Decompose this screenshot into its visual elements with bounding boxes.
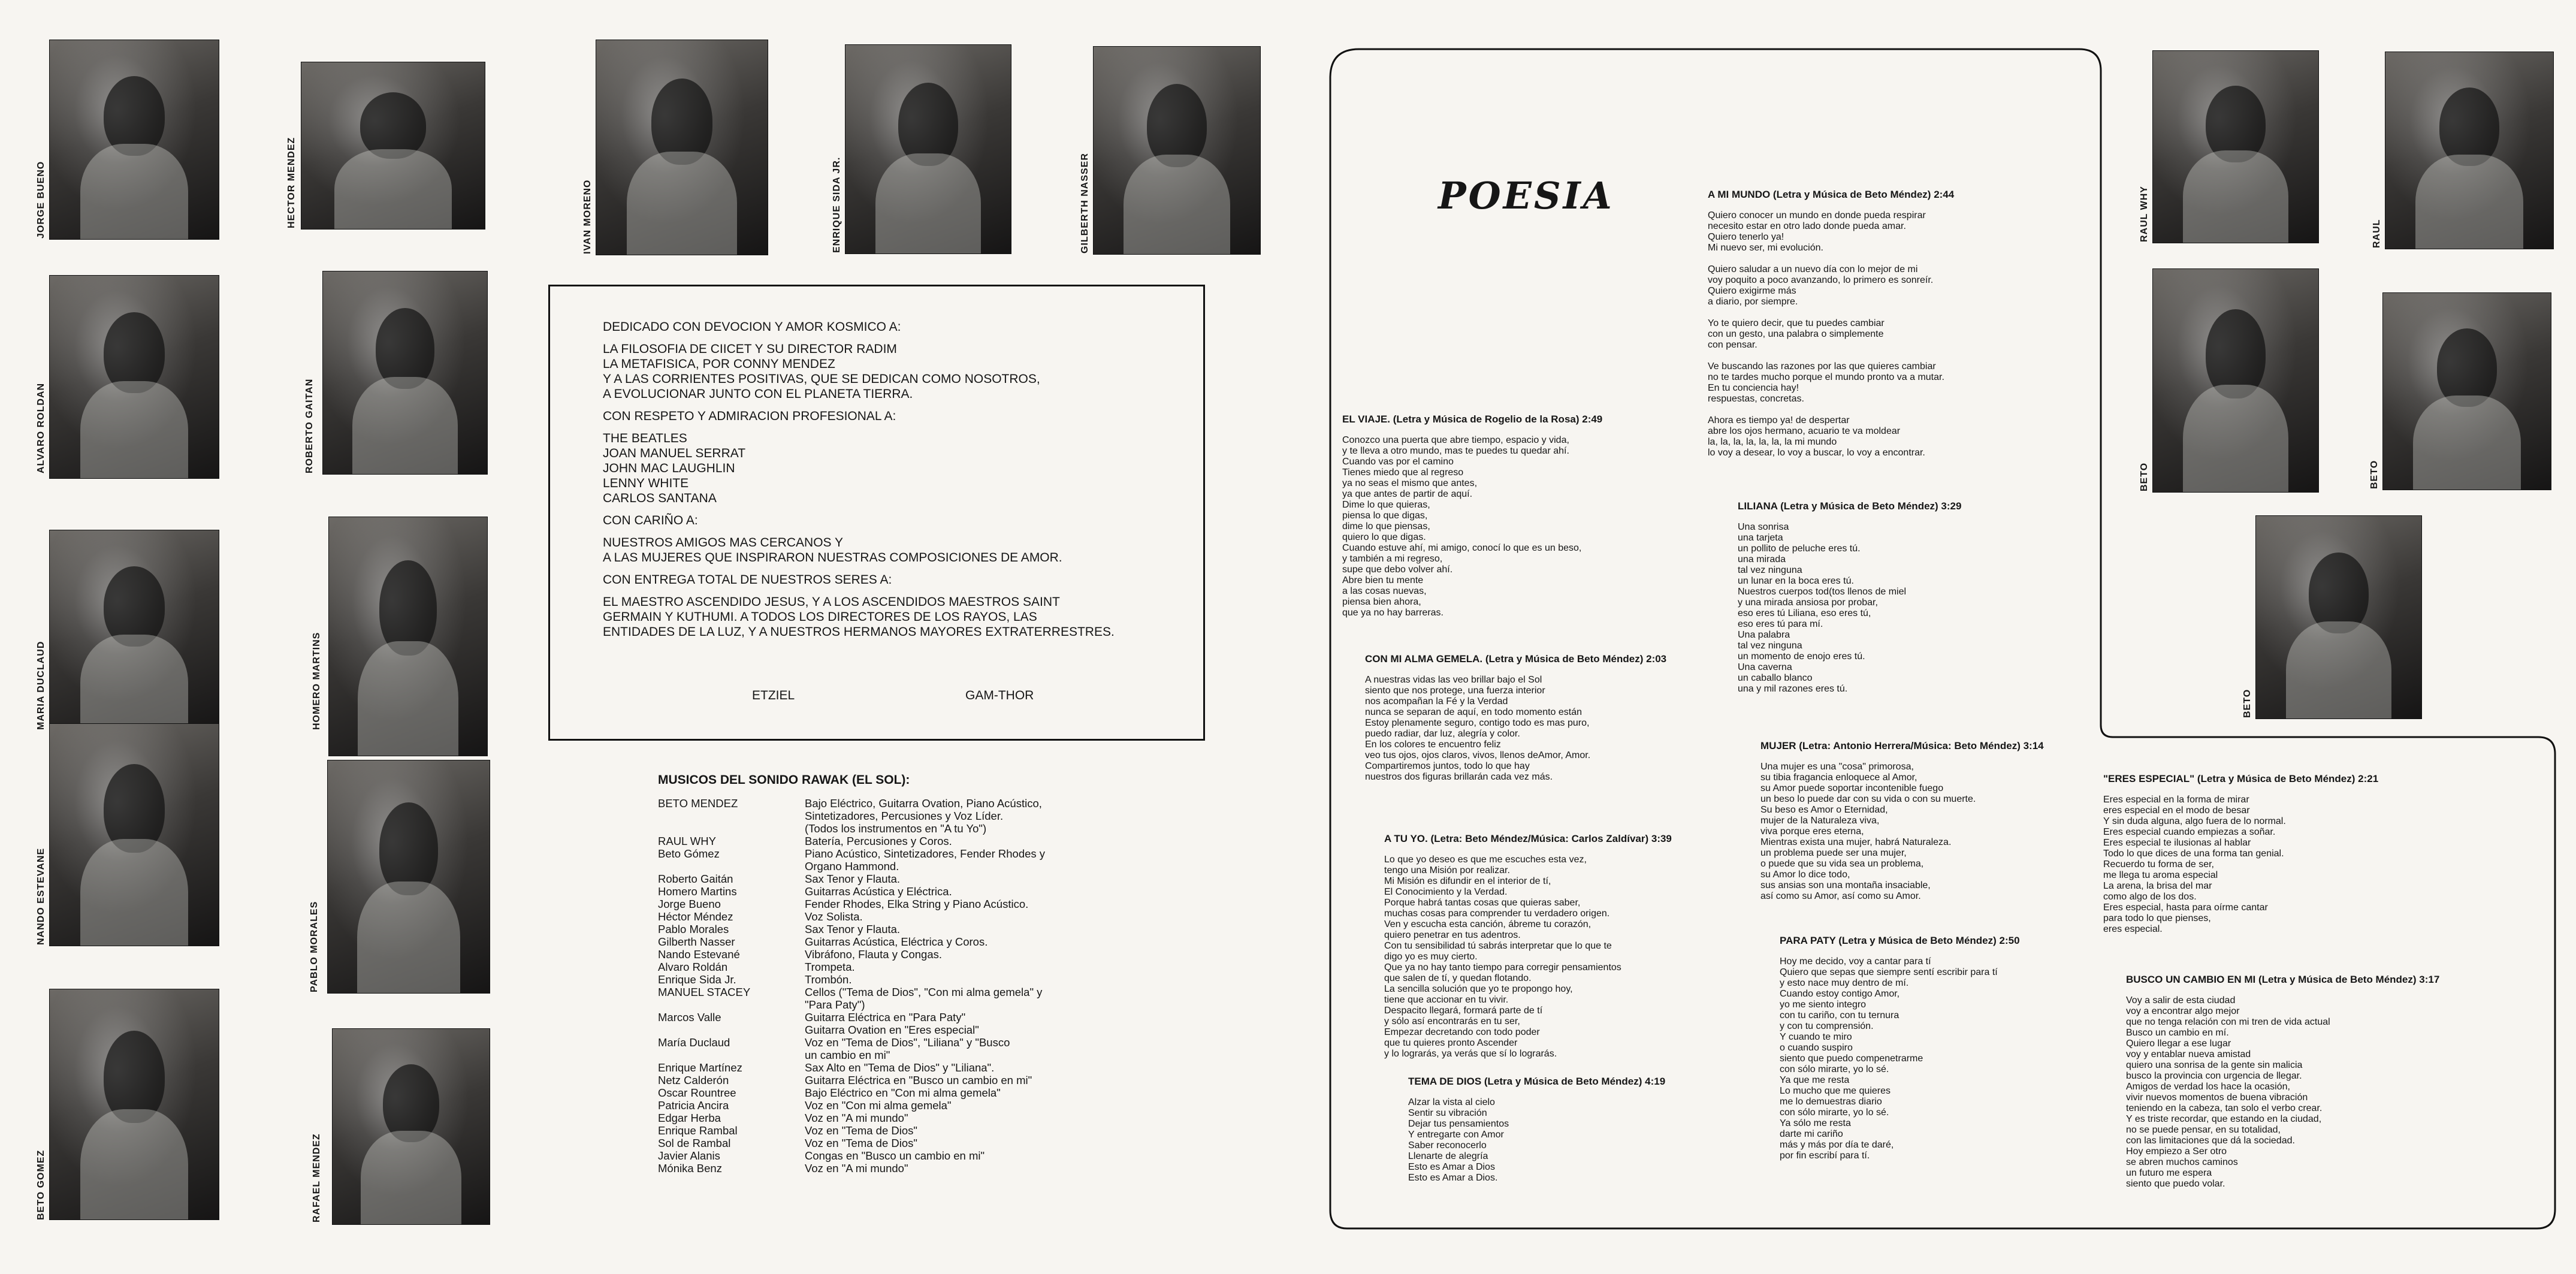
photo-beto-3 <box>2255 515 2422 719</box>
song-title: LILIANA (Letra y Música de Beto Méndez) 3:29 <box>1738 500 1962 512</box>
song-title: PARA PATY (Letra y Música de Beto Méndez) 2:50 <box>1780 935 2020 946</box>
credit-musician-name: Patricia Ancira <box>658 1099 729 1112</box>
credit-musician-name: Jorge Bueno <box>658 898 721 910</box>
signature-gam-thor: GAM-THOR <box>965 689 1034 702</box>
credit-musician-role: Voz Solista. <box>805 910 863 923</box>
credit-musician-name: Pablo Morales <box>658 923 729 935</box>
credit-musician-name: Netz Calderón <box>658 1074 729 1086</box>
photo-label-raul-why: RAUL WHY <box>2139 186 2149 242</box>
song-title: A TU YO. (Letra: Beto Méndez/Música: Carlos Zaldívar) 3:39 <box>1384 833 1672 844</box>
dedication-love-heading: CON CARIÑO A: <box>603 514 698 527</box>
dedication-respect-heading: CON RESPETO Y ADMIRACION PROFESIONAL A: <box>603 409 896 423</box>
song-tema-de-dios <box>1408 1076 1720 1184</box>
credit-musician-role: Voz en "A mi mundo" <box>805 1162 908 1175</box>
credit-musician-name: Marcos Valle <box>658 1011 721 1024</box>
credit-musician-name: Mónika Benz <box>658 1162 722 1175</box>
credit-musician-role: Vibráfono, Flauta y Congas. <box>805 948 942 961</box>
photo-label-nando-estevane: NANDO ESTEVANE <box>36 847 46 945</box>
credit-musician-name: María Duclaud <box>658 1036 730 1049</box>
credit-musician-name: Héctor Méndez <box>658 910 733 923</box>
song-title: A MI MUNDO (Letra y Música de Beto Méndez) 2:44 <box>1708 189 1955 200</box>
song-lyrics: Lo que yo deseo es que me escuches esta vez, tengo una Misión por realizar. Mi Misión es difundir en el interior de tí, El Conocimiento y la Verdad. Porque habrá tantas cosas que quieras saber, muchas cosas para comprender tu verdadero origen. Ven y escucha esta canción, ábreme tu corazón, quiero penetrar en tus adentros. Con tu sensibilidad tú sabrás interpretar que lo que te digo yo es muy cierto. Que ya no hay tanto tiempo para corregir pensamientos que salen de tí, y quedan flotando. La sencilla solución que yo te propongo hoy, tiene que accionar en tu vivir. Despacito llegará, formará parte de tí y sólo así encontrarás en tu ser, Empezar decretando con todo poder que tu quieres pronto Ascender y lo lograrás, ya verás que sí lo lograrás. <box>1384 855 1621 1059</box>
credit-musician-role: Batería, Percusiones y Coros. <box>805 835 952 847</box>
credit-musician-name: RAUL WHY <box>658 835 716 847</box>
credit-musician-role: Cellos ("Tema de Dios", "Con mi alma gemela" y "Para Paty") <box>805 986 1043 1011</box>
credit-musician-name: Nando Estevané <box>658 948 740 961</box>
credit-musician-name: Sol de Rambal <box>658 1137 731 1149</box>
dedication-masters: EL MAESTRO ASCENDIDO JESUS, Y A LOS ASCENDIDOS MAESTROS SAINT GERMAIN Y KUTHUMI. A TODOS LOS DIRECTORES DE LOS RAYOS, LAS ENTIDADES DE LA LUZ, Y A NUESTROS HERMANOS MAYORES EXTRATERRESTRES. <box>603 595 1115 639</box>
credit-musician-role: Voz en "Tema de Dios", "Liliana" y "Busco un cambio en mi" <box>805 1036 1010 1061</box>
credit-musician-name: Enrique Sida Jr. <box>658 973 736 986</box>
photo-label-roberto-gaitan: ROBERTO GAITAN <box>304 378 315 473</box>
signature-etziel: ETZIEL <box>752 689 795 702</box>
photo-label-beto-3: BETO <box>2242 689 2252 718</box>
credit-musician-role: Voz en "Tema de Dios" <box>805 1124 917 1137</box>
song-lyrics: Voy a salir de esta ciudad voy a encontrar algo mejor que no tenga relación con mi tren de vida actual Busco un cambio en mí. Quiero llegar a ese lugar voy y entablar nueva amistad quiero una sonrisa de la gente sin malicia busco la provincia con urgencia de llegar. Amigos de verdad los hace la ocasión, vivir nuevos momentos de buena vibración teniendo en la cabeza, tan solo el verbo crear. Y es triste recordar, que estando en la ciudad, no se puede pensar, en su totalidad, con las limitaciones que dá la sociedad. Hoy empiezo a Ser otro se abren muchos caminos un futuro me espera siento que puedo volar. <box>2126 995 2330 1189</box>
credit-musician-name: Roberto Gaitán <box>658 873 733 885</box>
dedication-artists: THE BEATLES JOAN MANUEL SERRAT JOHN MAC LAUGHLIN LENNY WHITE CARLOS SANTANA <box>603 431 746 505</box>
photo-label-maria-duclaud: MARIA DUCLAUD <box>36 641 46 730</box>
credit-musician-role: Bajo Eléctrico, Guitarra Ovation, Piano Acústico, Sintetizadores, Percusiones y Voz Líder. (Todos los instrumentos en "A tu Yo") <box>805 797 1042 835</box>
song-title: "ERES ESPECIAL" (Letra y Música de Beto Méndez) 2:21 <box>2103 773 2379 784</box>
credit-musician-name: Beto Gómez <box>658 847 720 860</box>
song-lyrics: Conozco una puerta que abre tiempo, espacio y vida, y te lleva a otro mundo, mas te puedes tu quedar ahí. Cuando vas por el camino Tienes miedo que al regreso ya no seas el mismo que antes, ya que antes de partir de aquí. Dime lo que quieras, piensa lo que digas, dime lo que piensas, quiero lo que digas. Cuando estuve ahí, mi amigo, conocí lo que es un beso, y también a mi regreso, supe que debo volver ahí. Abre bien tu mente a las cosas nuevas, piensa bien ahora, que ya no hay barreras. <box>1342 435 1582 618</box>
photo-label-beto-1: BETO <box>2139 462 2149 491</box>
photo-label-enrique-sida: ENRIQUE SIDA JR. <box>832 156 842 253</box>
photo-label-gilberth-nasser: GILBERTH NASSER <box>1080 153 1090 253</box>
dedication-devotion-heading: CON ENTREGA TOTAL DE NUESTROS SERES A: <box>603 573 892 587</box>
credit-musician-role: Congas en "Busco un cambio en mi" <box>805 1149 985 1162</box>
credit-musician-role: Voz en "Con mi alma gemela" <box>805 1099 952 1112</box>
credit-musician-name: Gilberth Nasser <box>658 935 735 948</box>
song-el-viaje <box>1342 413 1666 618</box>
song-lyrics: Una mujer es una "cosa" primorosa, su tibia fragancia enloquece al Amor, su Amor puede soportar incontenible fuego un beso lo puede dar con su vida o con su muerte. Su beso es Amor o Eternidad, mujer de la Naturaleza viva, viva porque eres eterna, Mientras exista una mujer, habrá Naturaleza. un problema puede ser una mujer, o puede que su vida sea un problema, su Amor lo dice todo, sus ansias son una montaña insaciable, así como su Amor, así como su Amor. <box>1760 762 1976 901</box>
credits-title: MUSICOS DEL SONIDO RAWAK (EL SOL): <box>658 773 910 787</box>
poesia-title: POESIA <box>1438 174 1614 218</box>
song-a-tu-yo <box>1384 833 1732 1059</box>
song-lyrics: A nuestras vidas las veo brillar bajo el Sol siento que nos protege, una fuerza interior nos acompañan la Fé y la Verdad nunca se separan de aquí, en todo momento están Estoy plenamente seguro, contigo todo es mas puro, puedo radiar, dar luz, alegría y color. En los colores te encuentro feliz veo tus ojos, ojos claros, vivos, llenos deAmor, Amor. Compartiremos juntos, todo lo que hay nuestros dos figuras brillarán cada vez más. <box>1365 675 1591 782</box>
credit-musician-role: Guitarras Acústica y Eléctrica. <box>805 885 952 898</box>
song-busco-un-cambio-en-mi <box>2126 974 2509 1190</box>
dedication-friends: NUESTROS AMIGOS MAS CERCANOS Y A LAS MUJERES QUE INSPIRARON NUESTRAS COMPOSICIONES DE AMOR. <box>603 536 1062 564</box>
song-lyrics: Quiero conocer un mundo en donde pueda respirar necesito estar en otro lado donde pueda amar. Quiero tenerlo ya! Mi nuevo ser, mi evolución. Quiero saludar a un nuevo día con lo mejor de mi voy poquito a poco avanzando, lo primero es sonreír. Quiero exigirme más a diario, por siempre. Yo te quiero decir, que tu puedes cambiar con un gesto, una palabra o simplemente con pensar. Ve buscando las razones por las que quieres cambiar no te tardes mucho porque el mundo pronto va a mutar. En tu conciencia hay! respuestas, concretas. Ahora es tiempo ya! de despertar abre los ojos hermano, acuario te va moldear la, la, la, la, la, la, la mi mundo lo voy a desear, lo voy a buscar, lo voy a encontrar. <box>1708 210 1944 458</box>
song-eres-especial <box>2103 773 2475 935</box>
photo-label-raul: RAUL <box>2372 219 2382 248</box>
photo-beto-2 <box>2382 292 2551 490</box>
song-lyrics: Hoy me decido, voy a cantar para tí Quiero que sepas que siempre sentí escribir para tí y esto nace muy dentro de mí. Cuando estoy contigo Amor, yo me siento integro con tu cariño, con tu ternura y con tu comprensión. Y cuando te miro o cuando suspiro siento que puedo compenetrarme con sólo mirarte, yo lo sé. Ya que me resta Lo mucho que me quieres me lo demuestras diario con sólo mirarte, yo lo sé. Ya sólo me resta darte mi cariño más y más por día te daré, por fin escribí para tí. <box>1780 956 1998 1161</box>
photo-raul-why <box>2152 50 2319 243</box>
photo-label-beto-gomez: BETO GOMEZ <box>36 1149 46 1220</box>
song-con-mi-alma-gemela <box>1365 653 1677 783</box>
credit-musician-name: Edgar Herba <box>658 1112 721 1124</box>
song-a-mi-mundo <box>1708 189 2055 458</box>
credit-musician-role: Sax Alto en "Tema de Dios" y "Liliana". <box>805 1061 995 1074</box>
song-title: MUJER (Letra: Antonio Herrera/Música: Beto Méndez) 3:14 <box>1760 740 2044 751</box>
credit-musician-role: Guitarra Eléctrica en "Busco un cambio en mi" <box>805 1074 1032 1086</box>
photo-label-homero-martins: HOMERO MARTINS <box>312 632 322 730</box>
song-title: CON MI ALMA GEMELA. (Letra y Música de Beto Méndez) 2:03 <box>1365 653 1667 665</box>
credit-musician-role: Guitarra Eléctrica en "Para Paty" Guitarra Ovation en "Eres especial" <box>805 1011 979 1036</box>
song-liliana <box>1738 500 2037 695</box>
photo-label-rafael-mendez: RAFAEL MENDEZ <box>312 1133 322 1222</box>
song-title: EL VIAJE. (Letra y Música de Rogelio de la Rosa) 2:49 <box>1342 413 1603 425</box>
song-lyrics: Una sonrisa una tarjeta un pollito de peluche eres tú. una mirada tal vez ninguna un lunar en la boca eres tú. Nuestros cuerpos tod(tos llenos de miel y una mirada ansiosa por probar, eso eres tú Liliana, eso eres tú, eso eres tú para mí. Una palabra tal vez ninguna un momento de enojo eres tú. Una caverna un caballo blanco una y mil razones eres tú. <box>1738 522 1907 694</box>
song-mujer <box>1760 740 2096 902</box>
credit-musician-role: Piano Acústico, Sintetizadores, Fender Rhodes y Organo Hammond. <box>805 847 1046 873</box>
credit-musician-name: Homero Martins <box>658 885 737 898</box>
credit-musician-role: Sax Tenor y Flauta. <box>805 873 901 885</box>
credit-musician-role: Trompeta. <box>805 961 855 973</box>
photo-label-ivan-moreno: IVAN MORENO <box>582 179 593 254</box>
song-title: TEMA DE DIOS (Letra y Música de Beto Méndez) 4:19 <box>1408 1076 1666 1087</box>
photo-label-alvaro-roldan: ALVARO ROLDAN <box>36 382 46 473</box>
song-para-paty <box>1780 935 2103 1161</box>
credit-musician-name: Alvaro Roldán <box>658 961 728 973</box>
credit-musician-role: Trombón. <box>805 973 852 986</box>
song-lyrics: Eres especial en la forma de mirar eres especial en el modo de besar Y sin duda alguna, algo fuera de lo normal. Eres especial cuando empiezas a soñar. Eres especial te ilusionas al hablar Todo lo que dices de una forma tan genial. Recuerdo tu forma de ser, me llega tu aroma especial La arena, la brisa del mar como algo de los dos. Eres especial, hasta para oírme cantar para todo lo que pienses, eres especial. <box>2103 795 2286 934</box>
credit-musician-role: Sax Tenor y Flauta. <box>805 923 901 935</box>
photo-raul <box>2385 52 2554 249</box>
credit-musician-name: Oscar Rountree <box>658 1086 736 1099</box>
credit-musician-role: Voz en "Tema de Dios" <box>805 1137 917 1149</box>
photo-label-pablo-morales: PABLO MORALES <box>309 901 319 992</box>
credit-musician-name: Enrique Rambal <box>658 1124 738 1137</box>
credit-musician-role: Guitarras Acústica, Eléctrica y Coros. <box>805 935 988 948</box>
credit-musician-role: Voz en "A mi mundo" <box>805 1112 908 1124</box>
dedication-philosophy: LA FILOSOFIA DE CIICET Y SU DIRECTOR RADIM LA METAFISICA, POR CONNY MENDEZ Y A LAS CORRIENTES POSITIVAS, QUE SE DEDICAN COMO NOSOTROS, A EVOLUCIONAR JUNTO CON EL PLANETA TIERRA. <box>603 342 1040 401</box>
photo-label-hector-mendez: HECTOR MENDEZ <box>286 137 297 228</box>
photo-label-jorge-bueno: JORGE BUENO <box>36 161 46 239</box>
song-title: BUSCO UN CAMBIO EN MI (Letra y Música de Beto Méndez) 3:17 <box>2126 974 2440 985</box>
song-lyrics: Alzar la vista al cielo Sentir su vibración Dejar tus pensamientos Y entregarte con Amor Saber reconocerlo Llenarte de alegría Esto es Amar a Dios Esto es Amar a Dios. <box>1408 1097 1509 1183</box>
credit-musician-role: Fender Rhodes, Elka String y Piano Acústico. <box>805 898 1029 910</box>
credit-musician-name: Enrique Martínez <box>658 1061 742 1074</box>
credit-musician-name: MANUEL STACEY <box>658 986 751 998</box>
credit-musician-name: BETO MENDEZ <box>658 797 738 810</box>
photo-beto-1 <box>2152 268 2319 493</box>
credit-musician-name: Javier Alanis <box>658 1149 720 1162</box>
credit-musician-role: Bajo Eléctrico en "Con mi alma gemela" <box>805 1086 1001 1099</box>
photo-label-beto-2: BETO <box>2369 460 2379 489</box>
dedication-heading: DEDICADO CON DEVOCION Y AMOR KOSMICO A: <box>603 320 901 334</box>
